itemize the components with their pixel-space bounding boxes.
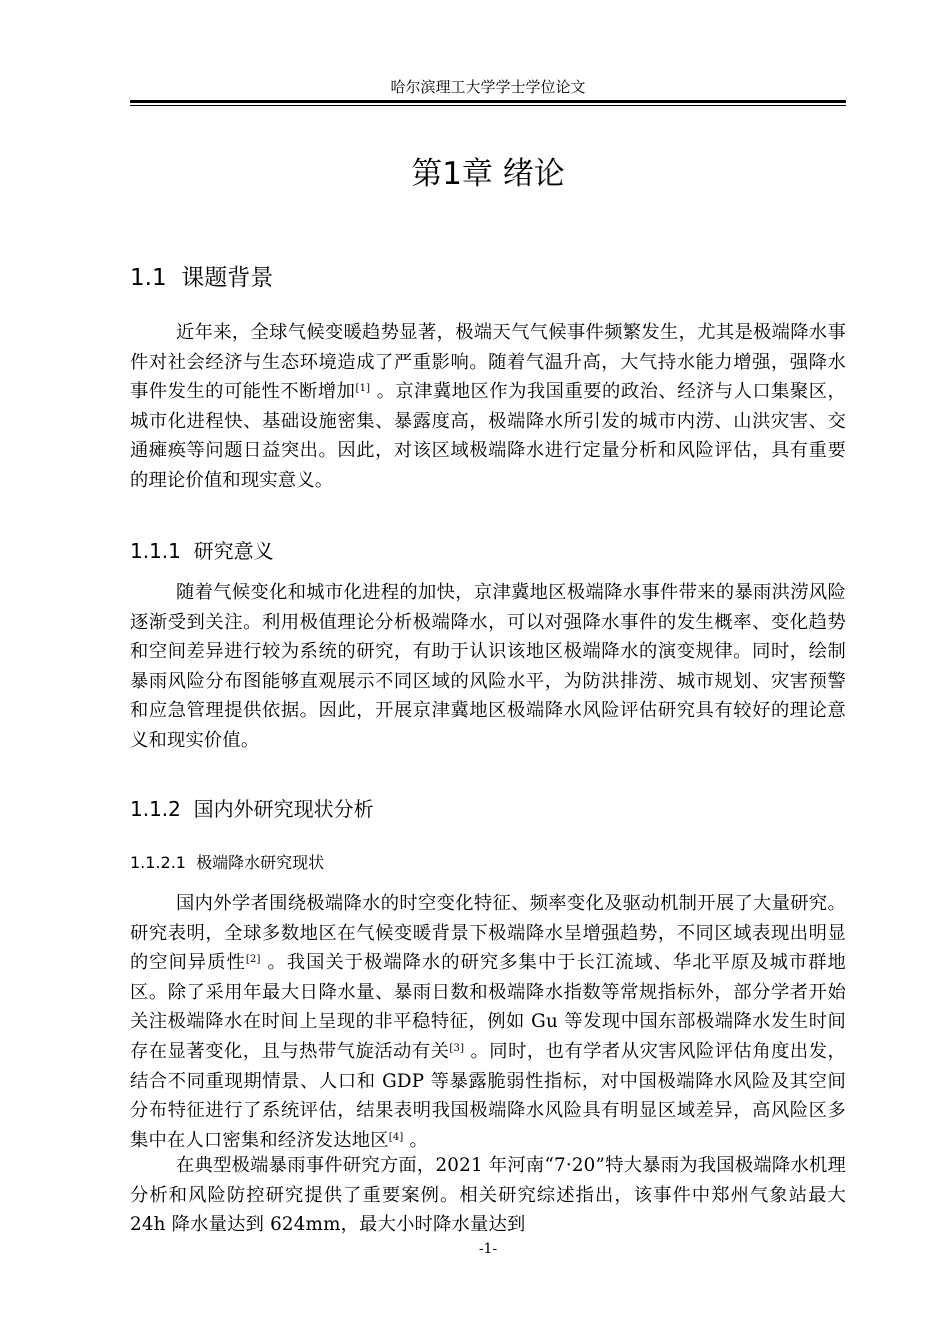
paragraph-text: 近年来，全球气候变暖趋势显著，极端天气气候事件频繁发生，尤其是极端降水事件对社会经济与生态环境造成了严重影响。随着气温升高，大气持水能力增强，强降水事件发生的可能性不断增加	[130, 322, 846, 403]
section-heading-1-1: 1.1 课题背景	[130, 265, 274, 291]
section-heading-1-1-2: 1.1.2 国内外研究现状分析	[130, 797, 374, 821]
citation-4: [4]	[388, 1131, 404, 1143]
paragraph-text: 。	[403, 1129, 429, 1151]
citation-3: [3]	[449, 1042, 465, 1054]
paragraph-research-status	[130, 889, 846, 1155]
page-number: -1-	[478, 1241, 498, 1257]
citation-2: [2]	[245, 954, 261, 966]
paragraph-significance: 随着气候变化和城市化进程的加快，京津冀地区极端降水事件带来的暴雨洪涝风险逐渐受到关注。利用极值理论分析极端降水，可以对强降水事件的发生概率、变化趋势和空间差异进行较为系统的研究，有助于认识该地区极端降水的演变规律。同时，绘制暴雨风险分布图能够直观展示不同区域的风险水平，为防洪排涝、城市规划、灾害预警和应急管理提供依据。因此，开展京津冀地区极端降水风险评估研究具有较好的理论意义和现实价值。	[130, 582, 846, 751]
paragraph-text: 国内外学者围绕极端降水的时空变化特征、频率变化及驱动机制开展了大量研究。研究表明，全球多数地区在气候变暖背景下极端降水呈增强趋势，不同区域表现出明显的空间异质性	[130, 893, 846, 974]
chapter-title: 第1章 绪论	[411, 156, 565, 192]
header-rule-thick	[130, 100, 846, 103]
citation-1: [1]	[355, 383, 371, 395]
paragraph-case-study: 在典型极端暴雨事件研究方面，2021 年河南“7·20”特大暴雨为我国极端降水机理分析和风险防控研究提供了重要案例。相关研究综述指出，该事件中郑州气象站最大 24h 降水量达到 624mm，最大小时降水量达到	[130, 1155, 846, 1236]
paragraph-text: 。同时，也有学者从灾害风险评估角度出发，结合不同重现期情景、人口和 GDP 等暴露脆弱性指标，对中国极端降水风险及其空间分布特征进行了系统评估，结果表明我国极端降水风险具有明显区域差异，高风险区多集中在人口密集和经济发达地区	[130, 1040, 846, 1151]
section-heading-1-1-2-1: 1.1.2.1 极端降水研究现状	[130, 853, 325, 872]
section-heading-1-1-1: 1.1.1 研究意义	[130, 539, 274, 563]
paragraph-text: 。京津冀地区作为我国重要的政治、经济与人口集聚区，城市化进程快、基础设施密集、暴露度高，极端降水所引发的城市内涝、山洪灾害、交通瘫痪等问题日益突出。因此，对该区域极端降水进行定量分析和风险评估，具有重要的理论价值和现实意义。	[130, 381, 846, 491]
paragraph-background	[130, 318, 846, 496]
running-header: 哈尔滨理工大学学士学位论文	[390, 78, 586, 96]
header-rule-thin	[130, 105, 846, 106]
paragraph-text: 。我国关于极端降水的研究多集中于长江流域、华北平原及城市群地区。除了采用年最大日降水量、暴雨日数和极端降水指数等常规指标外，部分学者开始关注极端降水在时间上呈现的非平稳特征，例如 Gu 等发现中国东部极端降水发生时间存在显著变化，且与热带气旋活动有关	[130, 952, 846, 1062]
